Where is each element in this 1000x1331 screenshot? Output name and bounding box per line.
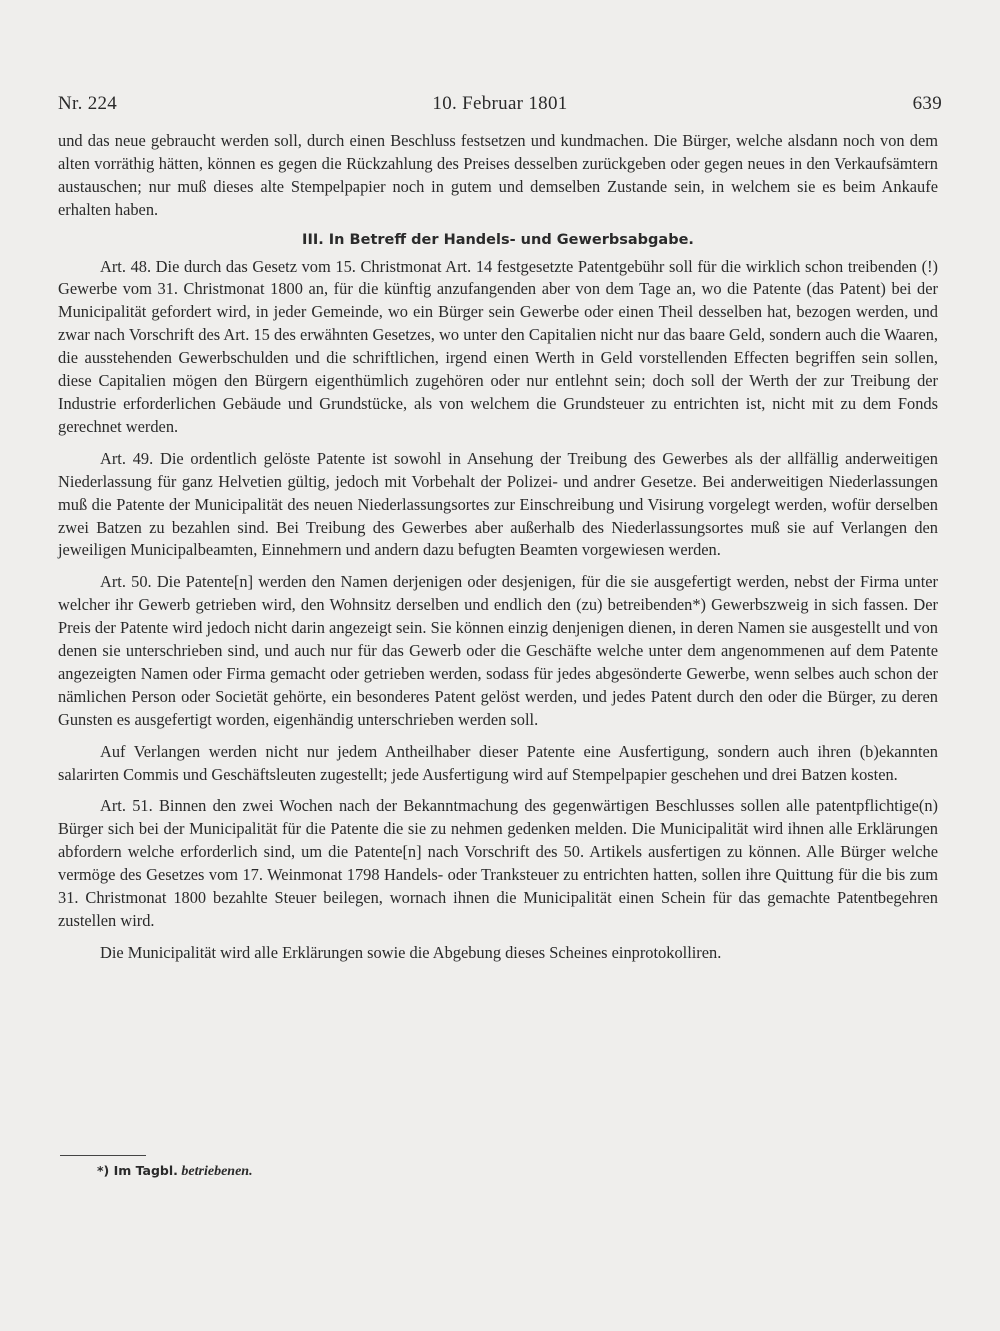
article-50: Art. 50. Die Patente[n] werden den Namen derjenigen oder desjenigen, für die sie ausgefertigt werden, nebst der Firma unter welcher ihr Gewerb getrieben wird, den Wohnsitz derselben und endlich den (zu) betreibenden*) Gewerbszweig in sich fassen. Der Preis der Patente wird jedoch nicht darin angezeigt sein. Sie können einzig denjenigen dienen, in deren Namen sie ausgestellt und von denen sie unterschrieben sind, und auch nur für das Gewerb oder die Geschäfte welche unter dem angenommenen auf dem Patente angezeigten Namen oder Firma gemacht oder getrieben werden, sodass für jedes abgesönderte Gewerbe, wenn selbes auch schon der nämlichen Person oder Societät gehörte, ein besonderes Patent gelöst werden, und jedes Patent durch den oder die Bürger, zu deren Gunsten es ausgefertigt worden, eigenhändig unterschrieben werden soll. bbox=[58, 572, 938, 729]
paragraph-continuation: und das neue gebraucht werden soll, durch einen Beschluss festsetzen und kundmachen. Die Bürger, welche alsdann noch von dem alten vorräthig hätten, können es gegen die Rückzahlung des Preises desselben zurückgeben oder gegen neues in den Verkaufsämtern austauschen; nur muß dieses alte Stempelpapier noch in gutem und demselben Zustande sein, in welchem sie es beim Ankaufe erhalten haben. bbox=[58, 131, 938, 219]
footnote-marker: *) Im Tagbl. bbox=[97, 1163, 178, 1178]
article-49: Art. 49. Die ordentlich gelöste Patente ist sowohl in Ansehung der Treibung des Gewerbes als der allfällig anderweitigen Niederlassung für ganz Helvetien gültig, jedoch mit Vorbehalt der Polizei- und andrer Gesetze. Bei anderweitigen Niederlassungen muß die Patente der Municipalität des neuen Niederlassungsortes zur Einschreibung und Visirung vorgelegt werden, wofür derselben zwei Batzen zu bezahlen sind. Bei Treibung des Gewerbes aber außerhalb des Niederlassungsortes muß sie auf Verlangen den jeweiligen Municipalbeamten, Einnehmern und andern dazu befugten Beamten vorgewiesen werden. bbox=[58, 448, 938, 560]
footnote bbox=[97, 1163, 253, 1180]
footnote-divider bbox=[60, 1155, 146, 1156]
article-50-continuation: Auf Verlangen werden nicht nur jedem Antheilhaber dieser Patente eine Ausfertigung, sondern auch ihren (b)ekannten salarirten Commis und Geschäftsleuten zugestellt; jede Ausfertigung wird auf Stempelpapier geschehen und drei Batzen kosten. bbox=[58, 741, 938, 784]
article-48: Art. 48. Die durch das Gesetz vom 15. Christmonat Art. 14 festgesetzte Patentgebühr soll für die wirklich schon treibenden (!) Gewerbe vom 31. Christmonat 1800 an, für die künftig anzufangenden aber von dem Tage an, wo die Patente (das Patent) bei der Municipalität gefordert wird, in jeder Gemeinde, wo ein Bürger sein Gewerbe oder einen Theil desselben hat, bezogen werden, und zwar nach Vorschrift des Art. 15 des erwähnten Gesetzes, wo unter den Capitalien nicht nur das baare Geld, sondern auch die Waaren, die ausstehenden Gewerbschulden und die schriftlichen, irgend einen Werth in Geld vorstellenden Effecten begriffen sein sollen, diese Capitalien mögen den Bürgern eigenthümlich zugehören oder nur entlehnt sein; doch soll der Werth der zur Treibung der Industrie erforderlichen Gebäude und Grundstücke, als von welchem die Grundsteuer zu entrichten ist, nicht mit zu dem Fonds gerechnet werden. bbox=[58, 256, 938, 436]
section-heading: III. In Betreff der Handels- und Gewerbsabgabe. bbox=[302, 231, 694, 248]
issue-number: Nr. 224 bbox=[58, 93, 118, 114]
article-51-continuation: Die Municipalität wird alle Erklärungen sowie die Abgebung dieses Scheines einprotokolliren. bbox=[100, 942, 722, 962]
page-body bbox=[58, 130, 938, 965]
page-header bbox=[58, 93, 942, 117]
footnote-word: betriebenen. bbox=[181, 1164, 253, 1179]
issue-date: 10. Februar 1801 bbox=[432, 93, 568, 114]
page-number: 639 bbox=[912, 93, 942, 114]
article-51: Art. 51. Binnen den zwei Wochen nach der Bekanntmachung des gegenwärtigen Beschlusses sollen alle patentpflichtige(n) Bürger sich bei der Municipalität für die Patente die sie zu nehmen gedenken melden. Die Municipalität wird ihnen alle Erklärungen abfordern welche erforderlich sind, um die Patente[n] nach Vorschrift des 50. Artikels ausfertigen zu können. Alle Bürger welche vermöge des Gesetzes vom 17. Weinmonat 1798 Handels- oder Tranksteuer zu entrichten hatten, sollen ihre Quittung für die bis zum 31. Christmonat 1800 bezahlte Steuer beilegen, wornach ihnen die Municipalität einen Schein für das gemachte Patentbegehren zustellen wird. bbox=[58, 796, 938, 930]
